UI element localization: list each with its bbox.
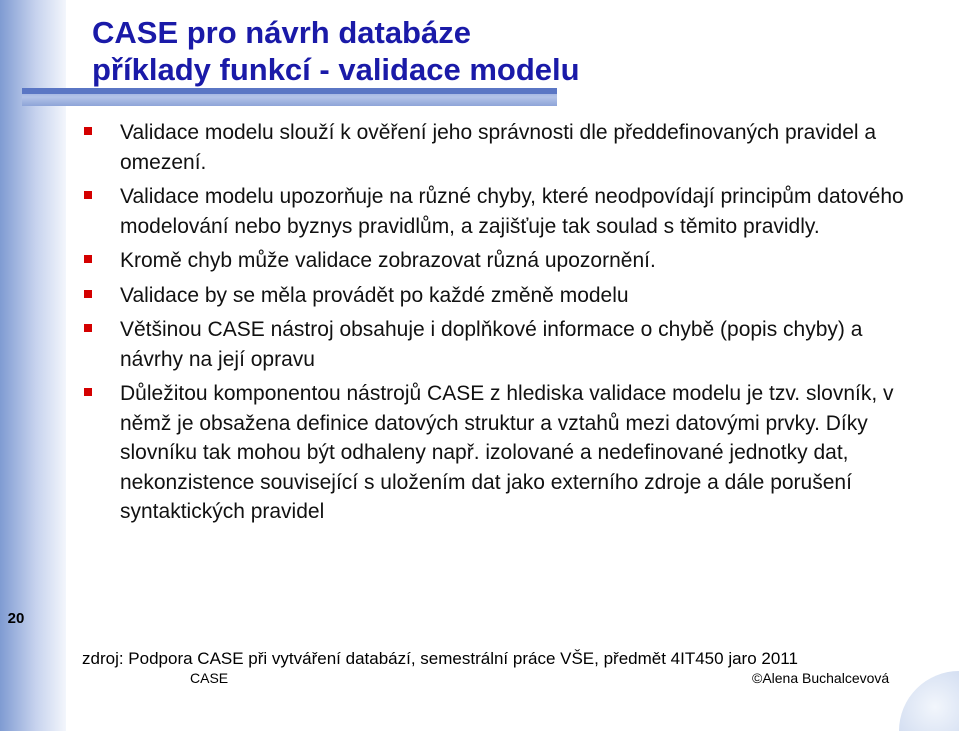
square-bullet-icon	[84, 255, 92, 263]
title-line-1: CASE pro návrh databáze	[92, 15, 471, 50]
bullet-text: Většinou CASE nástroj obsahuje i doplňkové informace o chybě (popis chyby) a návrhy na její opravu	[120, 318, 863, 371]
slide-title	[92, 14, 580, 88]
bullet-text: Důležitou komponentou nástrojů CASE z hlediska validace modelu je tzv. slovník, v němž je obsažena definice datových struktur a vztahů mezi datovými prvky. Díky slovníku tak mohou být odhaleny např. izolované a nedefinované jednotky dat, nekonzistence související s uložením dat jako externího zdroje a dále porušení syntaktických pravidel	[120, 382, 894, 523]
footer-copyright: ©Alena Buchalcevová	[752, 670, 890, 686]
bullet-item	[82, 246, 912, 276]
square-bullet-icon	[84, 290, 92, 298]
bullet-item	[82, 379, 912, 527]
bullet-item	[82, 118, 912, 177]
bullet-text: Kromě chyb může validace zobrazovat různá upozornění.	[120, 249, 656, 272]
square-bullet-icon	[84, 324, 92, 332]
square-bullet-icon	[84, 388, 92, 396]
bullet-item	[82, 281, 912, 311]
corner-shape	[899, 671, 959, 731]
bullet-text: Validace by se měla provádět po každé změně modelu	[120, 283, 629, 307]
square-bullet-icon	[84, 191, 92, 199]
corner-decoration	[891, 663, 959, 731]
bullet-list	[82, 118, 912, 532]
bullet-text: Validace modelu slouží k ověření jeho správnosti dle předdefinovaných pravidel a omezení.	[120, 121, 877, 174]
title-underline-accent	[22, 88, 557, 94]
page-number: 20	[7, 610, 25, 627]
source-citation: zdroj: Podpora CASE při vytváření databází, semestrální práce VŠE, předmět 4IT450 jaro 2011	[82, 649, 798, 668]
bullet-item	[82, 315, 912, 374]
bullet-text: Validace modelu upozorňuje na různé chyby, které neodpovídají principům datového modelování nebo byznys pravidlům, a zajišťuje tak soulad s těmito pravidly.	[120, 185, 904, 238]
footer-left-text: CASE	[190, 670, 229, 686]
title-line-2: příklady funkcí - validace modelu	[92, 52, 580, 87]
bullet-item	[82, 182, 912, 241]
square-bullet-icon	[84, 127, 92, 135]
